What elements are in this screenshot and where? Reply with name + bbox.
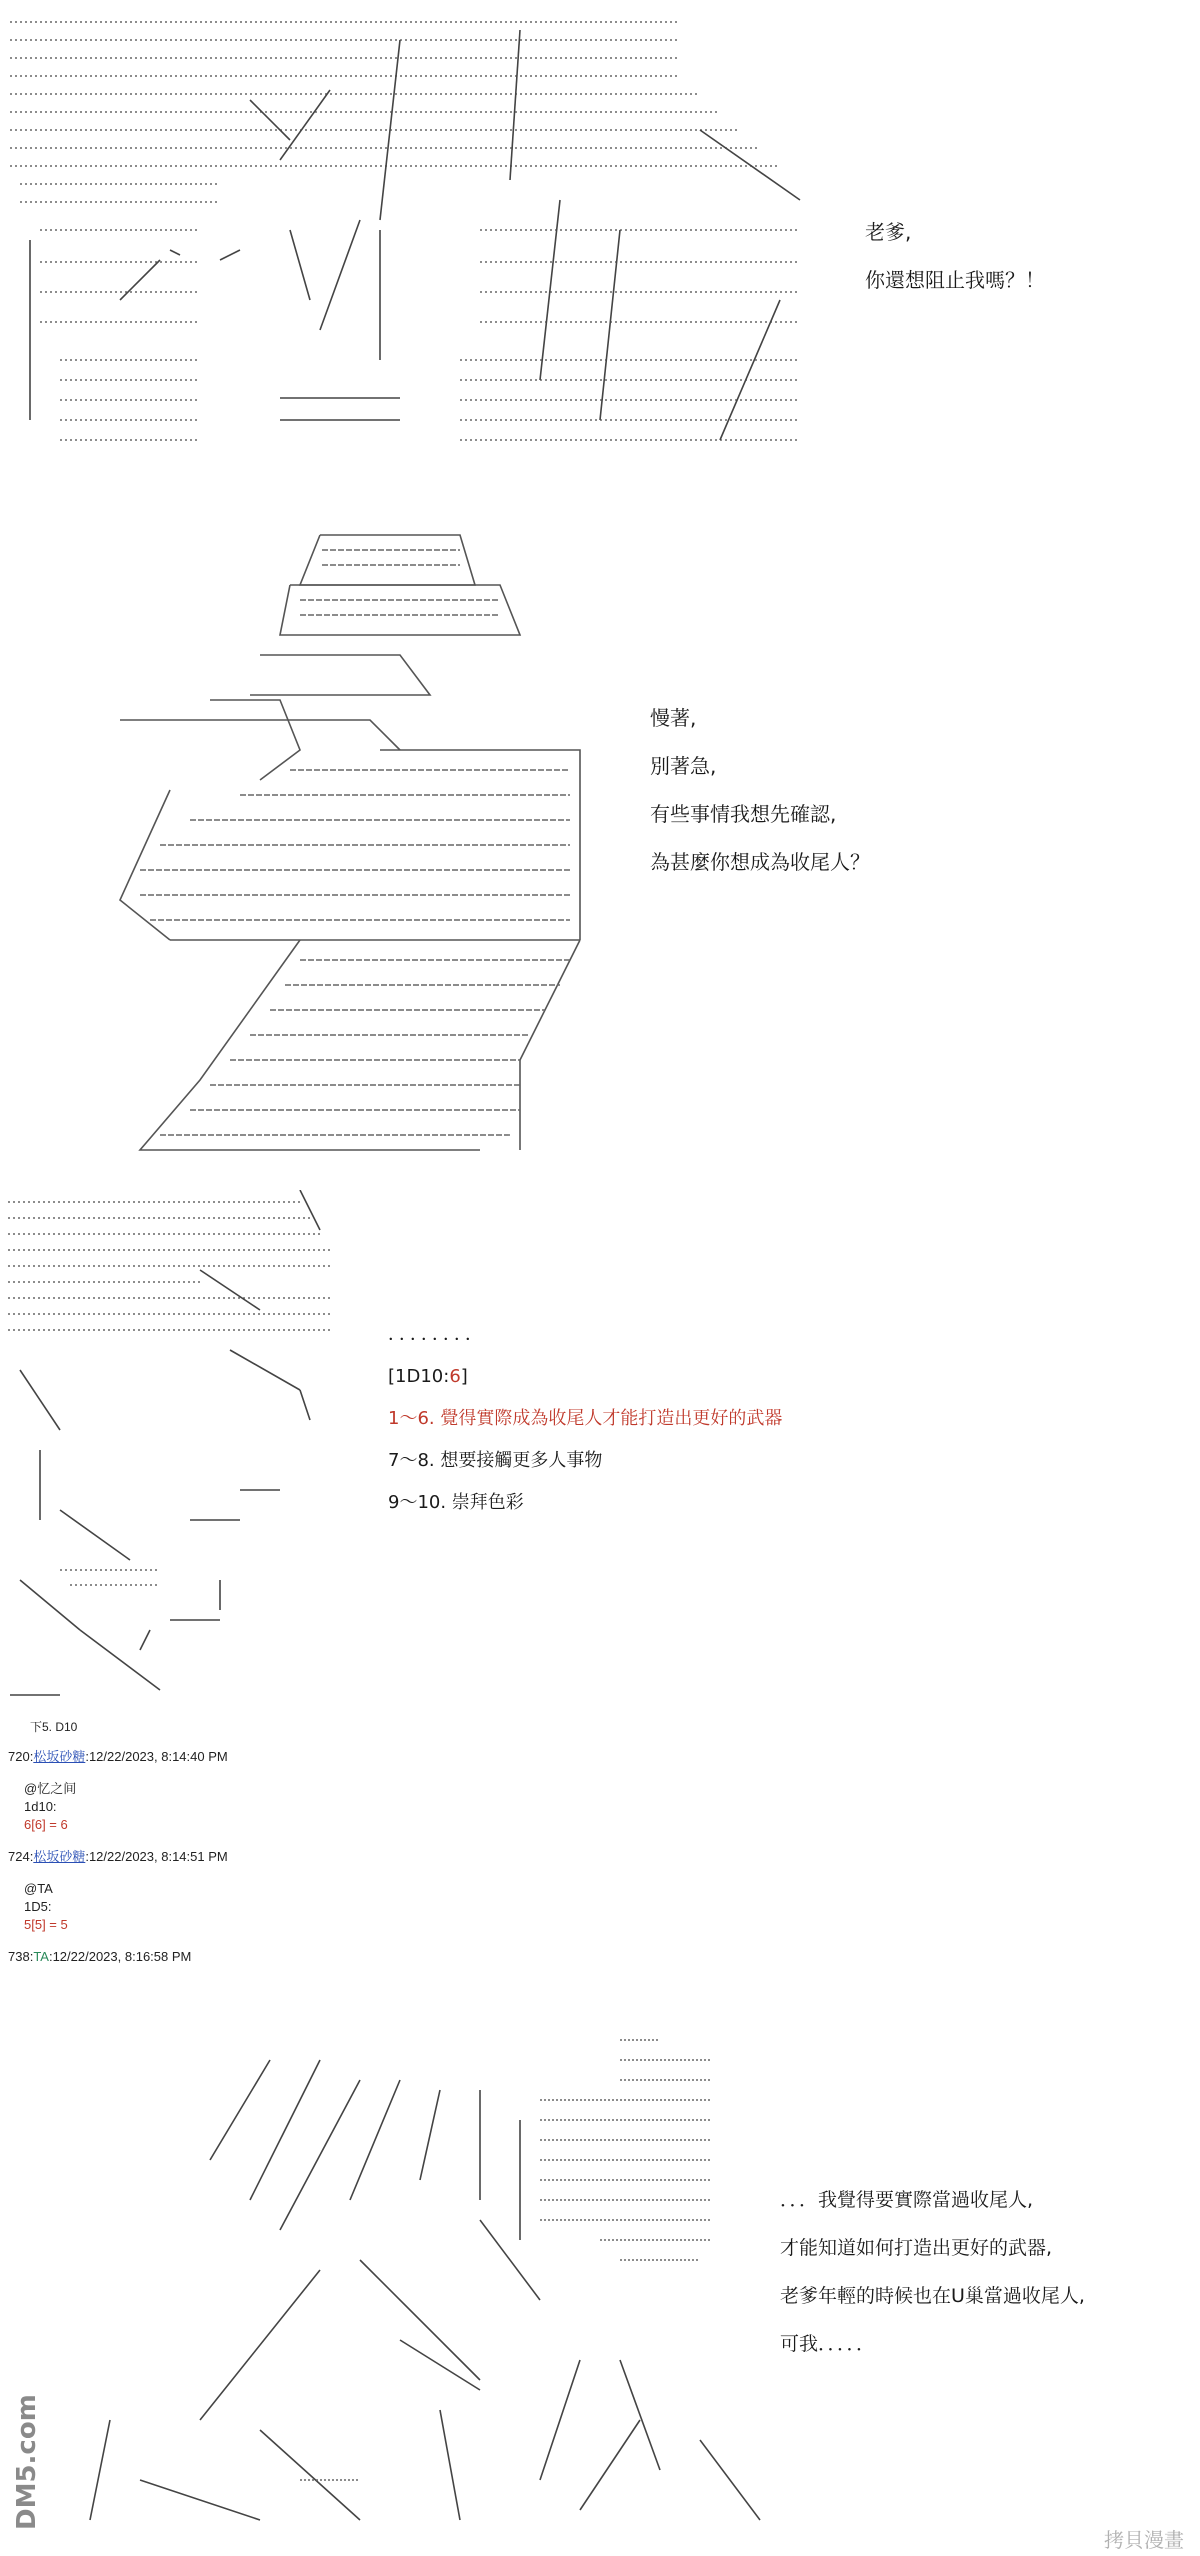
post-id: 724: [8,1849,34,1864]
ascii-art-hat-figure [100,520,600,1170]
post-time: :12/22/2023, 8:14:40 PM [85,1749,228,1764]
dialog-panel-4 [780,2176,1085,2368]
dice-option-1: 1～6. 覺得實際成為收尾人才能打造出更好的武器 [388,1408,783,1429]
ascii-art-drawing [60,2000,780,2540]
dialog-panel-3 [388,1314,782,1524]
dialog-panel-1 [865,208,1045,304]
log-line: 1D5: [24,1899,52,1914]
dice-roll-line [388,1356,782,1398]
panel-2 [0,500,1200,1180]
post-id: 720: [8,1749,34,1764]
ascii-art-drawing [100,520,600,1170]
post-id: 738: [8,1949,34,1964]
panel-1 [0,0,1200,480]
user-link[interactable]: 松坂砂糖 [33,1849,86,1864]
post-time: :12/22/2023, 8:14:51 PM [85,1849,228,1864]
log-line: 1d10: [24,1799,57,1814]
ascii-art-angry-figure [0,0,820,470]
dice-roll-prefix: [1D10: [388,1366,450,1387]
ascii-art-thinking-figure [0,1190,360,1710]
log-line: @忆之间 [24,1781,77,1796]
dice-option-3: 9～10. 崇拜色彩 [388,1492,524,1513]
log-entry-header [8,1748,228,1766]
site-watermark: 拷貝漫畫 [1104,2528,1184,2552]
ellipsis-line: ．．．．．．．． [388,1324,485,1345]
log-entry-header [8,1948,228,1966]
dialog-line: 老爹, [865,220,912,244]
dialog-line: 可我．．．．． [780,2333,876,2355]
dialog-line: 才能知道如何打造出更好的武器, [780,2237,1053,2259]
ascii-art-drawing [0,1190,360,1710]
dm5-watermark [6,2394,46,2540]
dialog-line: 有些事情我想先確認, [650,802,837,826]
log-line: @TA [24,1881,53,1896]
dialog-panel-2 [650,694,870,886]
dm5-watermark-text: DM5.com [12,2394,42,2530]
dice-result: 5[5] = 5 [24,1917,68,1932]
dialog-line: ．．．我覺得要實際當過收尾人, [780,2189,1034,2211]
post-time: :12/22/2023, 8:16:58 PM [48,1949,192,1964]
dialog-line: 老爹年輕的時候也在U巢當過收尾人, [780,2285,1085,2307]
forum-log [8,1718,228,1966]
user-link[interactable]: 松坂砂糖 [33,1749,86,1764]
dice-option-2: 7～8. 想要接觸更多人事物 [388,1450,603,1471]
ascii-art-drawing [0,0,820,470]
dice-roll-suffix: ] [460,1366,468,1387]
log-header: 下5. D10 [30,1720,78,1734]
panel-4 [0,2000,1200,2556]
panel-3 [0,1190,1200,1710]
dice-result: 6[6] = 6 [24,1817,68,1832]
dialog-line: 為甚麼你想成為收尾人？ [650,850,870,874]
log-entry-header [8,1848,228,1866]
ascii-art-two-figures [60,2000,780,2540]
dialog-line: 別著急, [650,754,717,778]
dice-roll-value: 6 [449,1366,461,1387]
user-name: TA [33,1949,49,1964]
dialog-line: 慢著, [650,706,697,730]
dialog-line: 你還想阻止我嗎？！ [865,268,1045,292]
